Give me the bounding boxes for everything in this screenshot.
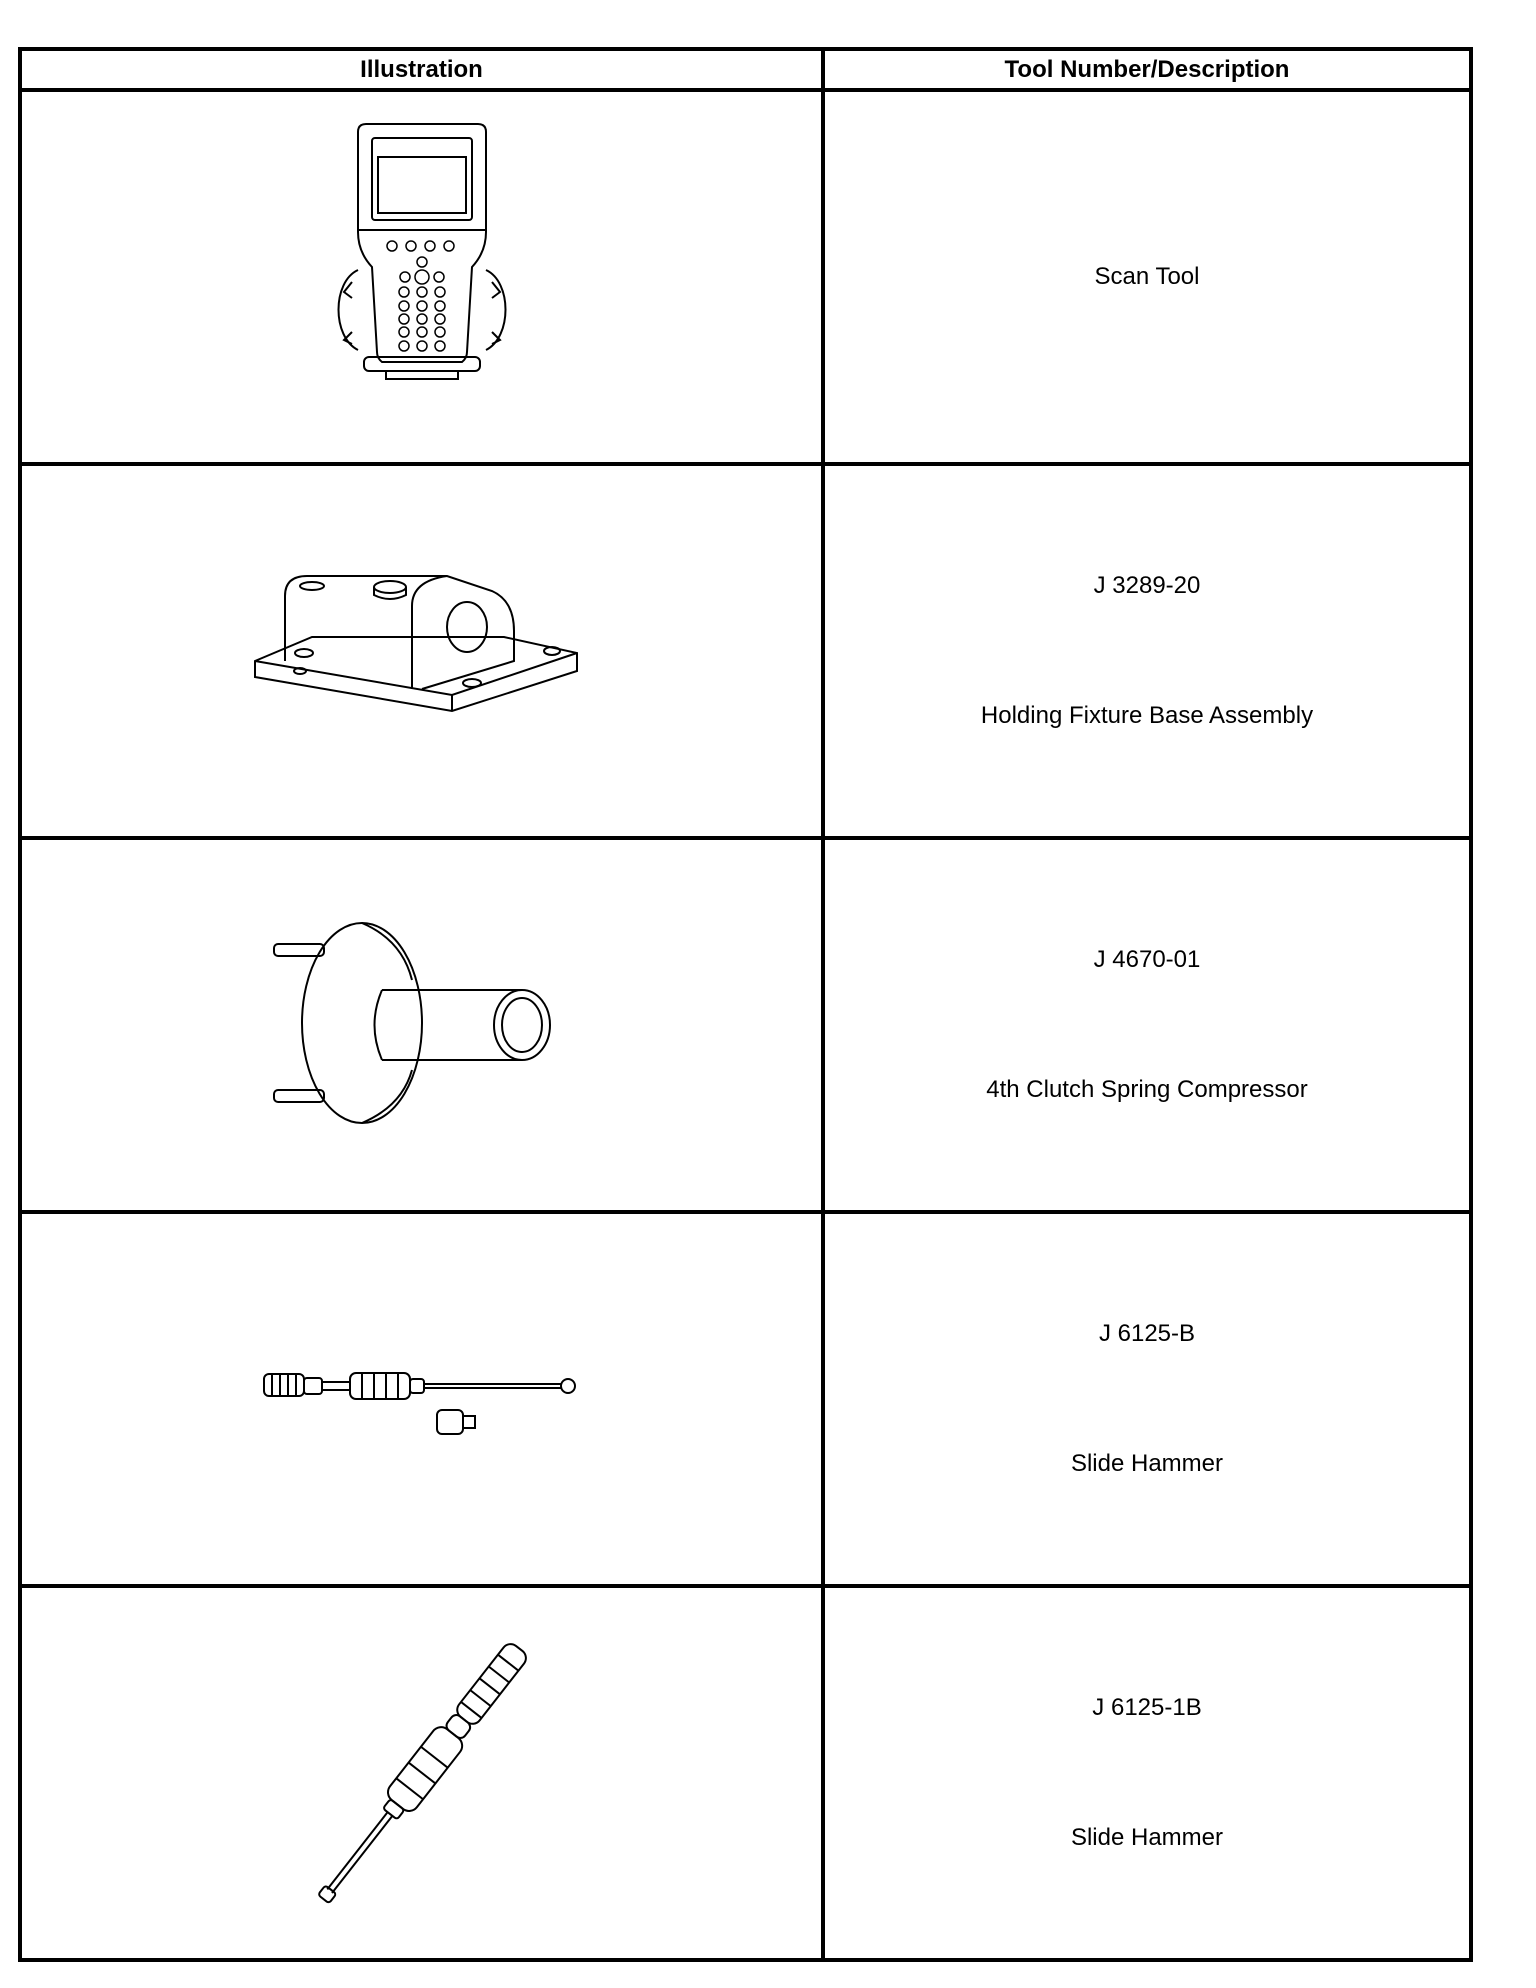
holding-fixture-icon bbox=[252, 571, 592, 731]
illustration-cell bbox=[20, 1586, 823, 1960]
tools-table bbox=[18, 47, 1473, 1962]
table-row bbox=[20, 1586, 1471, 1960]
table-header-row bbox=[20, 49, 1471, 90]
description-cell bbox=[823, 90, 1471, 464]
scan-tool-icon bbox=[322, 122, 522, 432]
slide-hammer-icon bbox=[262, 1354, 582, 1444]
tool-description: Slide Hammer bbox=[1070, 1824, 1224, 1851]
tool-description: Slide Hammer bbox=[1070, 1450, 1224, 1477]
description-cell bbox=[823, 1586, 1471, 1960]
tool-description: Scan Tool bbox=[1094, 263, 1200, 290]
tool-description: Holding Fixture Base Assembly bbox=[980, 702, 1314, 729]
tool-number: J 6125-B bbox=[1098, 1320, 1196, 1347]
header-description: Tool Number/Description bbox=[823, 49, 1471, 90]
header-illustration: Illustration bbox=[20, 49, 823, 90]
tool-number: J 6125-1B bbox=[1092, 1694, 1202, 1721]
slide-hammer-1b-icon bbox=[262, 1638, 582, 1908]
description-cell bbox=[823, 1212, 1471, 1586]
tool-number: J 4670-01 bbox=[1093, 946, 1201, 973]
table-row bbox=[20, 90, 1471, 464]
illustration-cell bbox=[20, 1212, 823, 1586]
illustration-cell bbox=[20, 838, 823, 1212]
description-cell bbox=[823, 464, 1471, 838]
illustration-cell bbox=[20, 464, 823, 838]
table-row bbox=[20, 838, 1471, 1212]
spring-compressor-icon bbox=[272, 920, 572, 1130]
table-row bbox=[20, 1212, 1471, 1586]
table-row bbox=[20, 464, 1471, 838]
description-cell bbox=[823, 838, 1471, 1212]
tool-number: J 3289-20 bbox=[1093, 572, 1201, 599]
tool-description: 4th Clutch Spring Compressor bbox=[986, 1076, 1308, 1103]
illustration-cell bbox=[20, 90, 823, 464]
